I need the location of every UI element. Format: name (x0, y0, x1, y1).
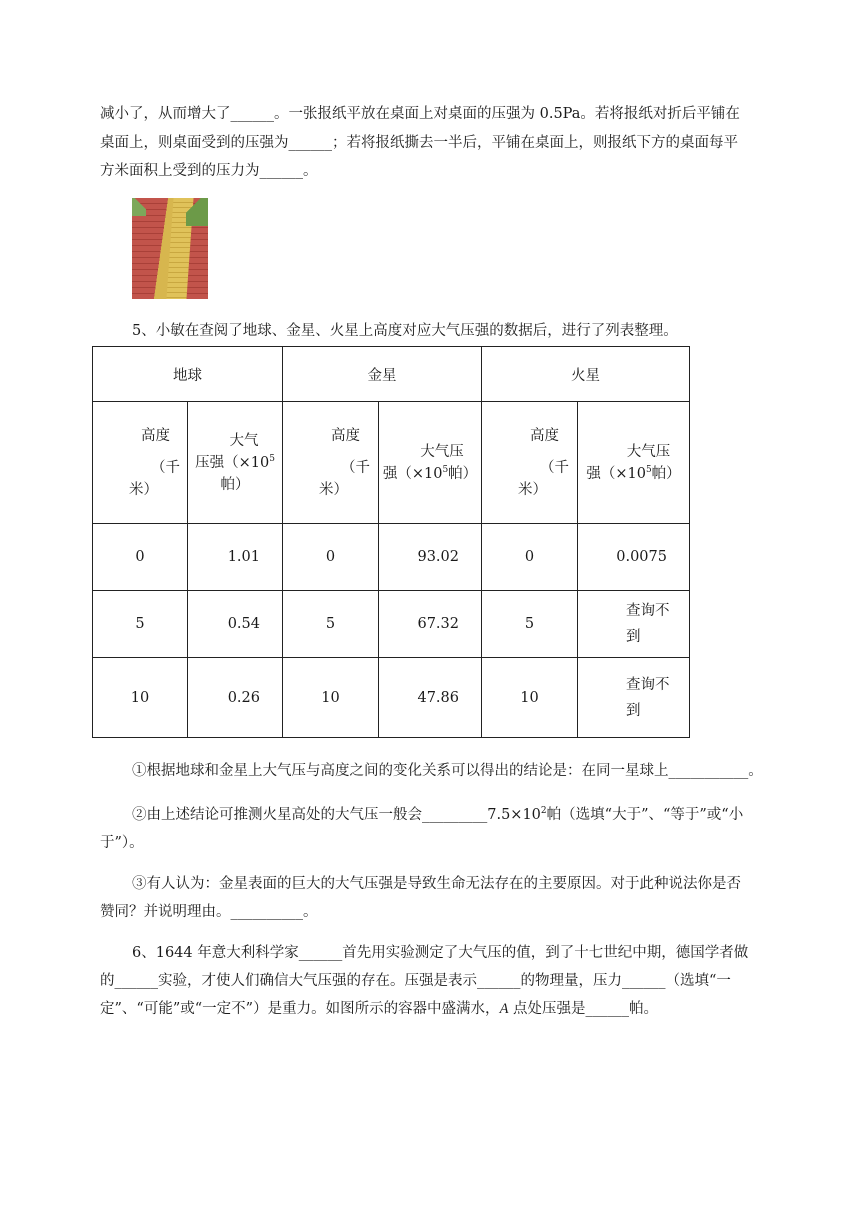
venus-height-cell: 0 (283, 524, 379, 591)
mars-height-cell: 5 (482, 591, 578, 658)
earth-pressure-cell: 0.54 (188, 591, 283, 658)
table-row (93, 524, 690, 591)
paving-tiles-photo (132, 198, 208, 299)
table-row (93, 591, 690, 658)
question-5-sub-2-line-2: 于”）。 (100, 835, 144, 851)
table-row (93, 658, 690, 738)
earth-height-cell: 5 (93, 591, 188, 658)
earth-header: 地球 (93, 347, 283, 402)
question-5-sub-1: ①根据地球和金星上大气压与高度之间的变化关系可以得出的结论是：在同一星球上___________。 (132, 763, 763, 779)
question-6-line-1: 6、1644 年意大利科学家______首先用实验测定了大气压的值，到了十七世纪中期，德国学者做 (132, 945, 749, 961)
earth-height-header: 高度 （千 米） (93, 402, 188, 524)
grass-corner (186, 198, 208, 226)
intro-line-3: 方米面积上受到的压力为______。 (100, 163, 318, 179)
mars-height-cell: 10 (482, 658, 578, 738)
intro-line-2: 桌面上，则桌面受到的压强为______；若将报纸撕去一半后，平铺在桌面上，则报纸下方的桌面每平 (100, 134, 738, 151)
question-5-sub-2-line-1: ②由上述结论可推测火星高处的大气压一般会$\_\_\_\_\_\_\_\_\_7.5\times 10^2$帕（选填“大于”、“等于”或“小 (132, 806, 744, 823)
mars-height-header: 高度 （千 米） (482, 402, 578, 524)
mars-height-cell: 0 (482, 524, 578, 591)
atmospheric-pressure-table (92, 346, 690, 738)
earth-pressure-cell: 0.26 (188, 658, 283, 738)
grass-corner-left (132, 198, 146, 216)
mars-pressure-header: 大气压 强（$\times 10^5$帕） (578, 402, 690, 524)
question-5-sub-3-line-2: 赞同？并说明理由。__________。 (100, 904, 318, 920)
venus-height-header: 高度 （千 米） (283, 402, 379, 524)
mars-pressure-cell: 查询不 到 (578, 591, 690, 658)
earth-pressure-cell: 1.01 (188, 524, 283, 591)
venus-header: 金星 (283, 347, 482, 402)
venus-pressure-cell: 93.02 (379, 524, 482, 591)
venus-pressure-cell: 47.86 (379, 658, 482, 738)
venus-pressure-cell: 67.32 (379, 591, 482, 658)
question-5-sub-3-line-1: ③有人认为：金星表面的巨大的大气压强是导致生命无法存在的主要原因。对于此种说法你是否 (132, 876, 741, 892)
venus-height-cell: 10 (283, 658, 379, 738)
mars-header: 火星 (482, 347, 690, 402)
mars-pressure-cell: 查询不 到 (578, 658, 690, 738)
planet-header-row (93, 347, 690, 402)
venus-height-cell: 5 (283, 591, 379, 658)
earth-pressure-header: 大气 压强（$\times 10^5$ 帕） (188, 402, 283, 524)
question-5-stem: 5、小敏在查阅了地球、金星、火星上高度对应大气压强的数据后，进行了列表整理。 (132, 323, 678, 339)
venus-pressure-header: 大气压 强（$\times 10^5$帕） (379, 402, 482, 524)
earth-height-cell: 0 (93, 524, 188, 591)
earth-height-cell: 10 (93, 658, 188, 738)
question-6-line-3: 定”、“可能”或“一定不”）是重力。如图所示的容器中盛满水，A 点处压强是______帕。 (100, 1001, 659, 1017)
question-6-line-2: 的______实验，才使人们确信大气压强的存在。压强是表示______的物理量，压力______（选填“一 (100, 973, 731, 989)
intro-line-1: 减小了，从而增大了______。一张报纸平放在桌面上对桌面的压强为 0.5Pa。若将报纸对折后平铺在 (100, 106, 740, 122)
column-header-row (93, 402, 690, 524)
mars-pressure-cell: 0.0075 (578, 524, 690, 591)
